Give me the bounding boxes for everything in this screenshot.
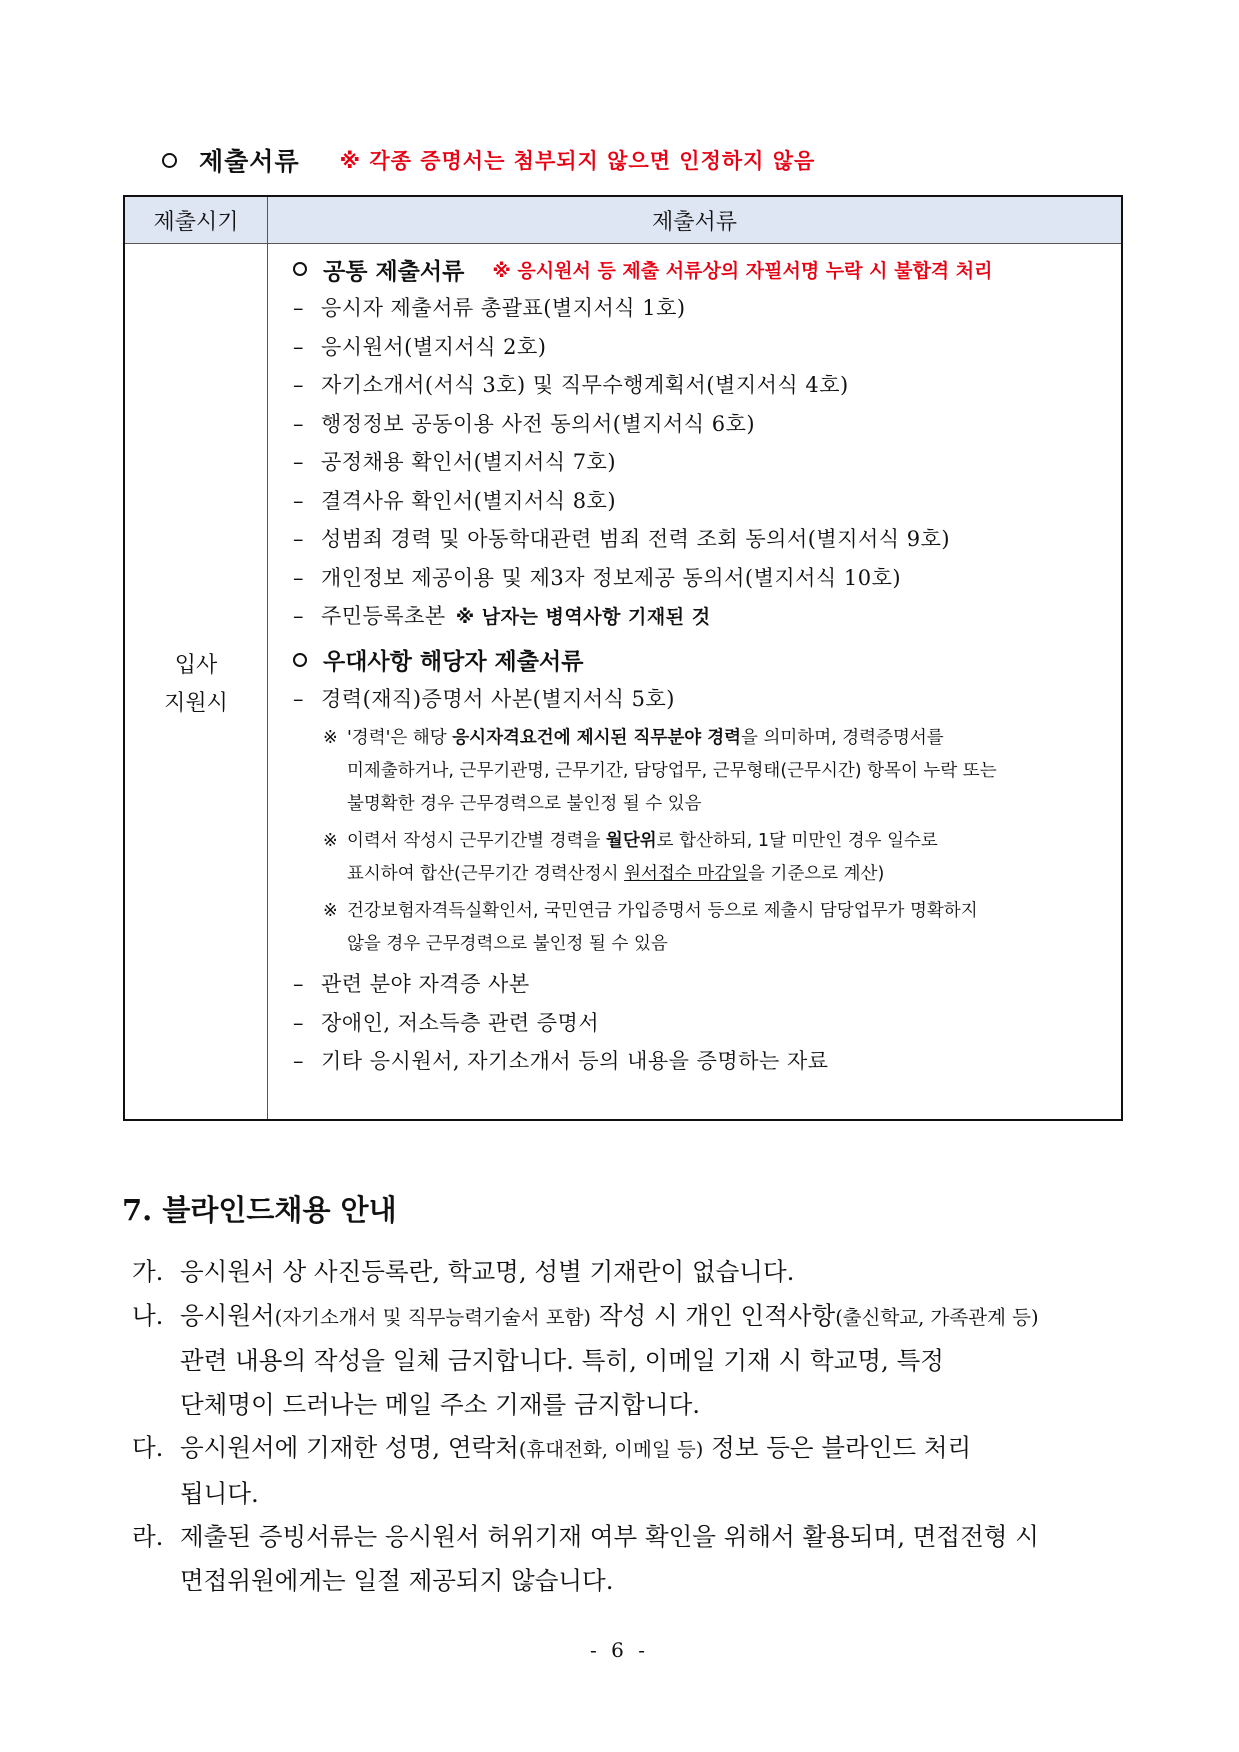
insurance-certificate-note: ※ 건강보험자격득실확인서, 국민연금 가입증명서 등으로 제출시 담당업무가 명확하지 않을 경우 근무경력으로 불인정 될 수 있음 — [323, 901, 978, 954]
header-submission-period: 제출시기 — [153, 209, 239, 235]
common-documents-title: 공통 제출서류 — [323, 258, 465, 285]
blind-hiring-list — [132, 1250, 1122, 1602]
submission-documents-table — [123, 195, 1123, 1121]
column-divider — [267, 197, 268, 1119]
circle-bullet-icon — [293, 262, 307, 276]
list-item: – 개인정보 제공이용 및 제3자 정보제공 동의서(별지서식 10호) — [293, 565, 902, 590]
table-header-row — [125, 197, 1121, 244]
blind-hiring-item-ra: 라. 제출된 증빙서류는 응시원서 허위기재 여부 확인을 위해서 활용되며, 면접전형 시 면접위원에게는 일절 제공되지 않습니다. — [132, 1522, 1039, 1595]
list-item: – 관련 분야 자격증 사본 — [293, 972, 530, 996]
preference-documents-heading — [285, 640, 1111, 680]
list-item: – 행정정보 공동이용 사전 동의서(별지서식 6호) — [293, 411, 756, 436]
heading-warning-note: ※ 각종 증명서는 첨부되지 않으면 인정하지 않음 — [339, 149, 816, 173]
submission-documents-heading — [162, 140, 815, 180]
preference-documents-title: 우대사항 해당자 제출서류 — [323, 649, 584, 675]
common-documents-warning: ※ 응시원서 등 제출 서류상의 자필서명 누락 시 불합격 처리 — [492, 259, 993, 282]
career-calculation-note: ※ 이력서 작성시 근무기간별 경력을 월단위로 합산하되, 1달 미만인 경우 일수로 표시하여 합산(근무기간 경력산정시 원서접수 마감일을 기준으로 계산) — [323, 831, 938, 884]
military-service-note: ※ 남자는 병역사항 기재된 것 — [455, 606, 711, 628]
header-submission-documents: 제출서류 — [651, 209, 737, 235]
list-item: – 자기소개서(서식 3호) 및 직무수행계획서(별지서식 4호) — [293, 373, 849, 397]
list-item: – 기타 응시원서, 자기소개서 등의 내용을 증명하는 자료 — [293, 1049, 829, 1073]
blind-hiring-item-na: 나. 응시원서(자기소개서 및 직무능력기술서 포함) 작성 시 개인 인적사항(출신학교, 가족관계 등) 관련 내용의 작성을 일체 금지합니다. 특히, 이메일 기재 시 학교명, 특정 단체명이 드러나는 메일 주소 기재를 금지합니다. — [132, 1300, 1039, 1419]
period-line-1: 입사 — [174, 653, 218, 678]
circle-bullet-icon — [293, 653, 307, 667]
list-item: – 공정채용 확인서(별지서식 7호) — [293, 450, 617, 474]
list-item: – 결격사유 확인서(별지서식 8호) — [293, 488, 617, 513]
blind-hiring-item-ga: 가. 응시원서 상 사진등록란, 학교명, 성별 기재란이 없습니다. — [132, 1257, 795, 1286]
blind-hiring-item-da: 다. 응시원서에 기재한 성명, 연락처(휴대전화, 이메일 등) 정보 등은 블라인드 처리 됩니다. — [132, 1433, 972, 1508]
page-number: - 6 - — [590, 1638, 649, 1662]
list-item: – 경력(재직)증명서 사본(별지서식 5호) — [293, 686, 675, 711]
career-notes — [285, 722, 1111, 961]
list-item: – 응시자 제출서류 총괄표(별지서식 1호) — [293, 296, 686, 320]
submission-period-cell — [125, 647, 267, 723]
list-item: – 응시원서(별지서식 2호) — [293, 334, 547, 359]
circle-bullet-icon — [162, 153, 177, 168]
list-item: – 성범죄 경력 및 아동학대관련 범죄 전력 조회 동의서(별지서식 9호) — [293, 527, 951, 551]
documents-cell — [285, 243, 1111, 1081]
blind-hiring-section-title: 7. 블라인드채용 안내 — [122, 1193, 397, 1227]
period-line-2: 지원시 — [164, 691, 228, 716]
list-item: – 주민등록초본 ※ 남자는 병역사항 기재된 것 — [293, 604, 711, 628]
list-item: – 장애인, 저소득층 관련 증명서 — [293, 1010, 600, 1035]
heading-title: 제출서류 — [199, 147, 300, 176]
common-documents-heading — [285, 249, 1111, 289]
career-definition-note: ※ '경력'은 해당 응시자격요건에 제시된 직무분야 경력을 의미하며, 경력증명서를 미제출하거나, 근무기관명, 근무기간, 담당업무, 근무형태(근무시간) 항목이 누락 또는 불명확한 경우 근무경력으로 불인정 될 수 있음 — [323, 728, 997, 814]
